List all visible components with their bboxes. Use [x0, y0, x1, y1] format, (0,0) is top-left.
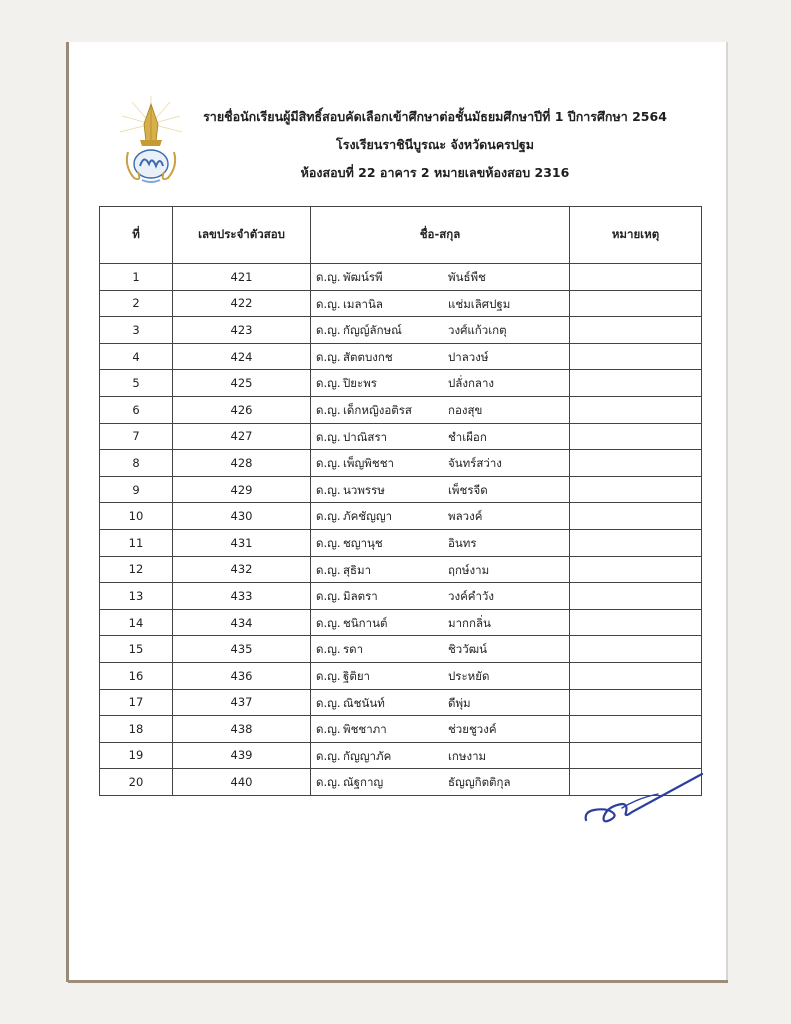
student-name	[311, 769, 570, 796]
name-prefix: ด.ญ.	[316, 722, 341, 737]
name-prefix: ด.ญ.	[316, 482, 341, 497]
table-row	[100, 476, 702, 503]
row-number: 18	[100, 716, 173, 743]
table-row	[100, 370, 702, 397]
exam-id: 435	[173, 636, 311, 663]
remark	[570, 689, 702, 716]
exam-id: 428	[173, 450, 311, 477]
document-title: รายชื่อนักเรียนผู้มีสิทธิ์สอบคัดเลือกเข้าศึกษาต่อชั้นมัธยมศึกษาปีที่ 1 ปีการศึกษา 2564	[203, 109, 667, 124]
signature	[582, 768, 706, 828]
remark	[570, 503, 702, 530]
school-name: โรงเรียนราชินีบูรณะ จังหวัดนครปฐม	[336, 137, 534, 152]
student-name	[311, 264, 570, 291]
page-edge	[68, 980, 728, 983]
exam-id: 421	[173, 264, 311, 291]
exam-id: 432	[173, 556, 311, 583]
first-name: ณัฐกาญ	[343, 775, 384, 790]
remark	[570, 450, 702, 477]
exam-id: 436	[173, 662, 311, 689]
remark	[570, 742, 702, 769]
name-prefix: ด.ญ.	[316, 270, 341, 284]
last-name: เพ็ชรจีด	[448, 482, 488, 497]
first-name: พิชชาภา	[343, 722, 387, 737]
student-name	[311, 529, 570, 556]
last-name: แช่มเลิศปฐม	[448, 296, 511, 311]
first-name: ปาณิสรา	[343, 429, 388, 444]
exam-id: 423	[173, 317, 311, 344]
column-header-no: ที่	[100, 207, 173, 264]
row-number: 19	[100, 742, 173, 769]
name-prefix: ด.ญ.	[316, 376, 341, 391]
row-number: 20	[100, 769, 173, 796]
table-header-row	[100, 207, 702, 264]
table-row	[100, 662, 702, 689]
remark	[570, 662, 702, 689]
row-number: 13	[100, 583, 173, 610]
name-prefix: ด.ญ.	[316, 562, 341, 577]
row-number: 5	[100, 370, 173, 397]
first-name: ชนิกานต์	[343, 615, 388, 630]
name-prefix: ด.ญ.	[316, 323, 341, 338]
table-row	[100, 396, 702, 423]
name-prefix: ด.ญ.	[316, 509, 341, 524]
column-header-remark: หมายเหตุ	[570, 207, 702, 264]
name-prefix: ด.ญ.	[316, 642, 341, 657]
remark	[570, 290, 702, 317]
name-prefix: ด.ญ.	[316, 668, 341, 683]
remark	[570, 343, 702, 370]
table-row	[100, 290, 702, 317]
table-row	[100, 636, 702, 663]
name-prefix: ด.ญ.	[316, 615, 341, 630]
last-name: กองสุข	[448, 402, 483, 417]
student-name	[311, 476, 570, 503]
exam-id: 425	[173, 370, 311, 397]
exam-id: 427	[173, 423, 311, 450]
first-name: สัตตบงกช	[343, 349, 393, 364]
first-name: กัญญาภัค	[343, 748, 392, 763]
first-name: ภัคชัญญา	[343, 509, 393, 524]
last-name: ดีพุ่ม	[448, 695, 471, 710]
first-name: สุธิมา	[343, 562, 372, 577]
row-number: 11	[100, 529, 173, 556]
first-name: ฐิติยา	[343, 668, 371, 683]
exam-id: 426	[173, 396, 311, 423]
last-name: ปาลวงษ์	[448, 349, 489, 364]
first-name: เมลานิล	[343, 296, 383, 311]
first-name: ปิยะพร	[343, 376, 377, 391]
remark	[570, 716, 702, 743]
name-prefix: ด.ญ.	[316, 589, 341, 604]
last-name: เกษงาม	[448, 748, 487, 763]
table-row	[100, 609, 702, 636]
student-name	[311, 450, 570, 477]
table-row	[100, 264, 702, 291]
remark	[570, 529, 702, 556]
student-name	[311, 317, 570, 344]
student-name	[311, 343, 570, 370]
row-number: 6	[100, 396, 173, 423]
name-prefix: ด.ญ.	[316, 429, 341, 444]
exam-id: 429	[173, 476, 311, 503]
student-name	[311, 689, 570, 716]
remark	[570, 264, 702, 291]
first-name: เพ็ญพิชชา	[343, 456, 394, 471]
student-name	[311, 370, 570, 397]
table-row	[100, 689, 702, 716]
student-name	[311, 662, 570, 689]
last-name: มากกลิ่น	[448, 615, 491, 630]
remark	[570, 609, 702, 636]
first-name: เด็กหญิงอติรส	[343, 402, 412, 417]
row-number: 3	[100, 317, 173, 344]
row-number: 17	[100, 689, 173, 716]
student-name	[311, 742, 570, 769]
table-row	[100, 317, 702, 344]
page-edge	[66, 42, 69, 982]
student-name	[311, 503, 570, 530]
last-name: วงศ์แก้วเกตุ	[448, 323, 507, 338]
row-number: 15	[100, 636, 173, 663]
last-name: อินทร	[448, 535, 477, 550]
first-name: พัฒน์รพี	[343, 270, 383, 284]
student-name	[311, 609, 570, 636]
table-row	[100, 742, 702, 769]
exam-id: 433	[173, 583, 311, 610]
table-row	[100, 450, 702, 477]
exam-id: 437	[173, 689, 311, 716]
row-number: 16	[100, 662, 173, 689]
row-number: 7	[100, 423, 173, 450]
student-name	[311, 583, 570, 610]
table-row	[100, 503, 702, 530]
name-prefix: ด.ญ.	[316, 402, 341, 417]
remark	[570, 476, 702, 503]
last-name: พลวงค์	[448, 509, 483, 524]
remark	[570, 317, 702, 344]
table-row	[100, 529, 702, 556]
exam-room-info: ห้องสอบที่ 22 อาคาร 2 หมายเลขห้องสอบ 2316	[300, 165, 570, 180]
first-name: รดา	[343, 642, 364, 657]
last-name: ฤกษ์งาม	[448, 562, 490, 577]
last-name: วงค์คำวัง	[448, 589, 494, 604]
row-number: 1	[100, 264, 173, 291]
first-name: ชญานุช	[343, 535, 383, 550]
student-name	[311, 423, 570, 450]
name-prefix: ด.ญ.	[316, 695, 341, 710]
exam-id: 431	[173, 529, 311, 556]
student-name	[311, 396, 570, 423]
name-prefix: ด.ญ.	[316, 535, 341, 550]
row-number: 9	[100, 476, 173, 503]
student-list-table	[99, 206, 702, 796]
exam-id: 430	[173, 503, 311, 530]
table-row	[100, 583, 702, 610]
remark	[570, 636, 702, 663]
table-row	[100, 716, 702, 743]
name-prefix: ด.ญ.	[316, 748, 341, 763]
name-prefix: ด.ญ.	[316, 456, 341, 471]
row-number: 14	[100, 609, 173, 636]
last-name: จันทร์สว่าง	[448, 456, 502, 471]
name-prefix: ด.ญ.	[316, 349, 341, 364]
remark	[570, 370, 702, 397]
table-row	[100, 423, 702, 450]
school-emblem-icon	[118, 94, 184, 186]
name-prefix: ด.ญ.	[316, 296, 341, 311]
table-row	[100, 556, 702, 583]
last-name: ช่วยชูวงค์	[448, 722, 497, 737]
first-name: ณิชนันท์	[343, 695, 385, 710]
last-name: ธัญญกิตติกุล	[448, 775, 511, 790]
exam-id: 434	[173, 609, 311, 636]
first-name: นวพรรษ	[343, 482, 385, 497]
first-name: มิลตรา	[343, 589, 378, 604]
exam-id: 439	[173, 742, 311, 769]
student-name	[311, 290, 570, 317]
exam-id: 440	[173, 769, 311, 796]
last-name: ปลั่งกลาง	[448, 376, 495, 391]
student-name	[311, 716, 570, 743]
column-header-name: ชื่อ-สกุล	[311, 207, 570, 264]
exam-id: 422	[173, 290, 311, 317]
exam-id: 438	[173, 716, 311, 743]
row-number: 12	[100, 556, 173, 583]
last-name: ชำเผือก	[448, 429, 487, 444]
row-number: 2	[100, 290, 173, 317]
last-name: ชิววัฒน์	[448, 642, 487, 657]
remark	[570, 423, 702, 450]
document-header	[200, 103, 670, 187]
remark	[570, 556, 702, 583]
remark	[570, 396, 702, 423]
student-name	[311, 556, 570, 583]
exam-id: 424	[173, 343, 311, 370]
name-prefix: ด.ญ.	[316, 775, 341, 790]
column-header-exam-id: เลขประจำตัวสอบ	[173, 207, 311, 264]
page-edge	[726, 42, 728, 982]
row-number: 10	[100, 503, 173, 530]
first-name: กัญญ์ลักษณ์	[343, 323, 402, 338]
last-name: พันธ์พืช	[448, 270, 486, 284]
last-name: ประหยัด	[448, 668, 490, 683]
remark	[570, 583, 702, 610]
row-number: 4	[100, 343, 173, 370]
table-row	[100, 343, 702, 370]
student-name	[311, 636, 570, 663]
row-number: 8	[100, 450, 173, 477]
